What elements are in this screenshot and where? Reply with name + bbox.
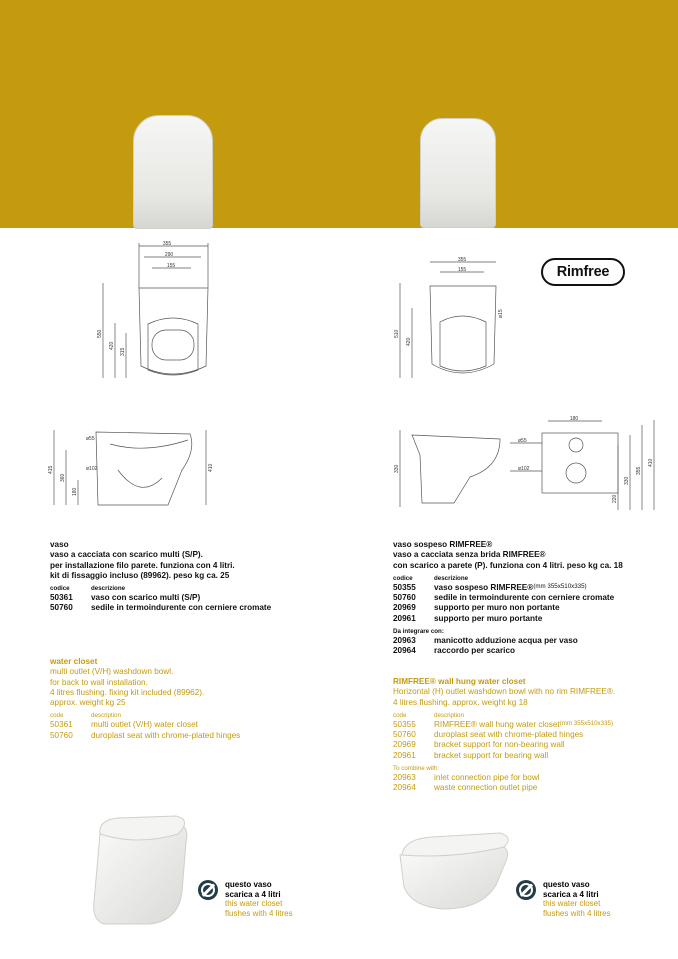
right-en-line: Horizontal (H) outlet washdown bowl with no rim RIMFREE®. xyxy=(393,687,616,697)
left-en-block xyxy=(50,657,240,741)
svg-text:155: 155 xyxy=(166,263,176,269)
left-it-line: vaso a cacciata con scarico multi (S/P). xyxy=(50,550,203,560)
flush-note-right: questo vaso scarica a 4 litri this water closet flushes with 4 litres xyxy=(543,880,611,918)
table-row: 50355 RIMFREE® wall hung water closet (mm 355x510x335) xyxy=(393,719,614,729)
header-band xyxy=(0,0,678,228)
svg-text:ø102: ø102 xyxy=(518,466,530,472)
svg-text:ø55: ø55 xyxy=(518,438,527,444)
left-it-block xyxy=(50,540,271,614)
right-en-title: RIMFREE® wall hung water closet xyxy=(393,677,526,686)
svg-text:ø102: ø102 xyxy=(86,466,98,472)
svg-text:330: 330 xyxy=(394,464,400,473)
wall-wc-top-drawing xyxy=(392,248,507,388)
table-row: 20963 inlet connection pipe for bowl xyxy=(393,773,540,783)
right-en-table-header: code description xyxy=(393,711,464,719)
left-en-line: 4 litres flushing. fixing kit included (89962). xyxy=(50,687,205,697)
svg-text:355: 355 xyxy=(636,466,642,475)
svg-text:410: 410 xyxy=(208,463,214,472)
left-en-title: water closet xyxy=(50,657,98,666)
svg-text:155: 155 xyxy=(457,267,467,273)
svg-text:ø15: ø15 xyxy=(498,309,504,318)
svg-text:510: 510 xyxy=(394,329,400,338)
table-row: 20963 manicotto adduzione acqua per vaso xyxy=(393,636,578,646)
svg-text:355: 355 xyxy=(162,241,172,247)
right-en-block xyxy=(393,677,615,794)
floor-wc-product-photo xyxy=(78,812,196,928)
svg-text:410: 410 xyxy=(648,458,654,467)
svg-text:420: 420 xyxy=(109,341,115,350)
left-en-line: multi outlet (V/H) washdown bowl. xyxy=(50,667,174,677)
right-it-line: vaso a cacciata senza brida RIMFREE® xyxy=(393,550,546,560)
left-en-line: approx. weight kg 25 xyxy=(50,698,126,708)
table-row: 20961 supporto per muro portante xyxy=(393,613,543,623)
table-row: 20964 raccordo per scarico xyxy=(393,646,516,656)
wall-wc-seat-photo xyxy=(420,118,496,228)
table-row: 20964 waste connection outlet pipe xyxy=(393,783,538,793)
table-row: 50760 duroplast seat with chrome-plated hinges xyxy=(393,730,584,740)
svg-text:180: 180 xyxy=(72,487,78,496)
table-row: 50361 vaso con scarico multi (S/P) xyxy=(50,593,201,603)
table-row: 50361 multi outlet (V/H) water closet xyxy=(50,720,198,730)
floor-wc-top-drawing xyxy=(95,238,225,388)
table-row: 20961 bracket support for bearing wall xyxy=(393,750,549,760)
svg-text:420: 420 xyxy=(406,337,412,346)
svg-text:330: 330 xyxy=(624,476,630,485)
left-en-line: for back to wall installation. xyxy=(50,677,148,687)
svg-text:355: 355 xyxy=(457,257,467,263)
table-row: 50355 vaso sospeso RIMFREE® (mm 355x510x335) xyxy=(393,582,587,592)
table-row: 20969 supporto per muro non portante xyxy=(393,603,560,613)
table-row: 50760 sedile in termoindurente con cerniere cromate xyxy=(393,593,615,603)
right-it-line: con scarico a parete (P). funziona con 4 litri. peso kg ca. 18 xyxy=(393,560,623,570)
table-row: 20969 bracket support for non-bearing wall xyxy=(393,740,565,750)
wall-wc-side-drawing xyxy=(392,415,662,525)
right-it-extra-head: Da integrare con: xyxy=(393,628,444,636)
svg-text:220: 220 xyxy=(612,494,618,503)
left-en-table-header: code description xyxy=(50,712,121,720)
floor-wc-seat-photo xyxy=(133,115,213,229)
table-row: 50760 duroplast seat with chrome-plated hinges xyxy=(50,730,241,740)
flush-note-left: questo vaso scarica a 4 litri this water closet flushes with 4 litres xyxy=(225,880,293,918)
svg-text:550: 550 xyxy=(97,329,103,338)
table-row: 50760 sedile in termoindurente con cerniere cromate xyxy=(50,603,272,613)
right-it-block xyxy=(393,540,623,657)
left-it-table-header: codice descrizione xyxy=(50,585,126,593)
right-it-table-header: codice descrizione xyxy=(393,574,469,582)
svg-text:180: 180 xyxy=(569,416,579,422)
left-it-title: vaso xyxy=(50,540,69,549)
water-saving-icon xyxy=(198,880,218,900)
right-en-extra-head: To combine with: xyxy=(393,765,440,773)
left-it-line: per installazione filo parete. funziona con 4 litri. xyxy=(50,560,235,570)
svg-text:360: 360 xyxy=(60,473,66,482)
svg-text:ø55: ø55 xyxy=(86,436,95,442)
wall-wc-product-photo xyxy=(392,825,514,913)
svg-text:315: 315 xyxy=(120,347,126,356)
rimfree-logo: Rimfree xyxy=(541,258,625,286)
svg-text:415: 415 xyxy=(48,465,54,474)
water-saving-icon xyxy=(516,880,536,900)
right-it-title: vaso sospeso RIMFREE® xyxy=(393,540,493,549)
floor-wc-side-drawing xyxy=(50,420,220,515)
left-it-line: kit di fissaggio incluso (89962). peso kg ca. 25 xyxy=(50,570,230,580)
svg-text:290: 290 xyxy=(164,252,174,258)
right-en-line: 4 litres flushing. approx. weight kg 18 xyxy=(393,697,528,707)
